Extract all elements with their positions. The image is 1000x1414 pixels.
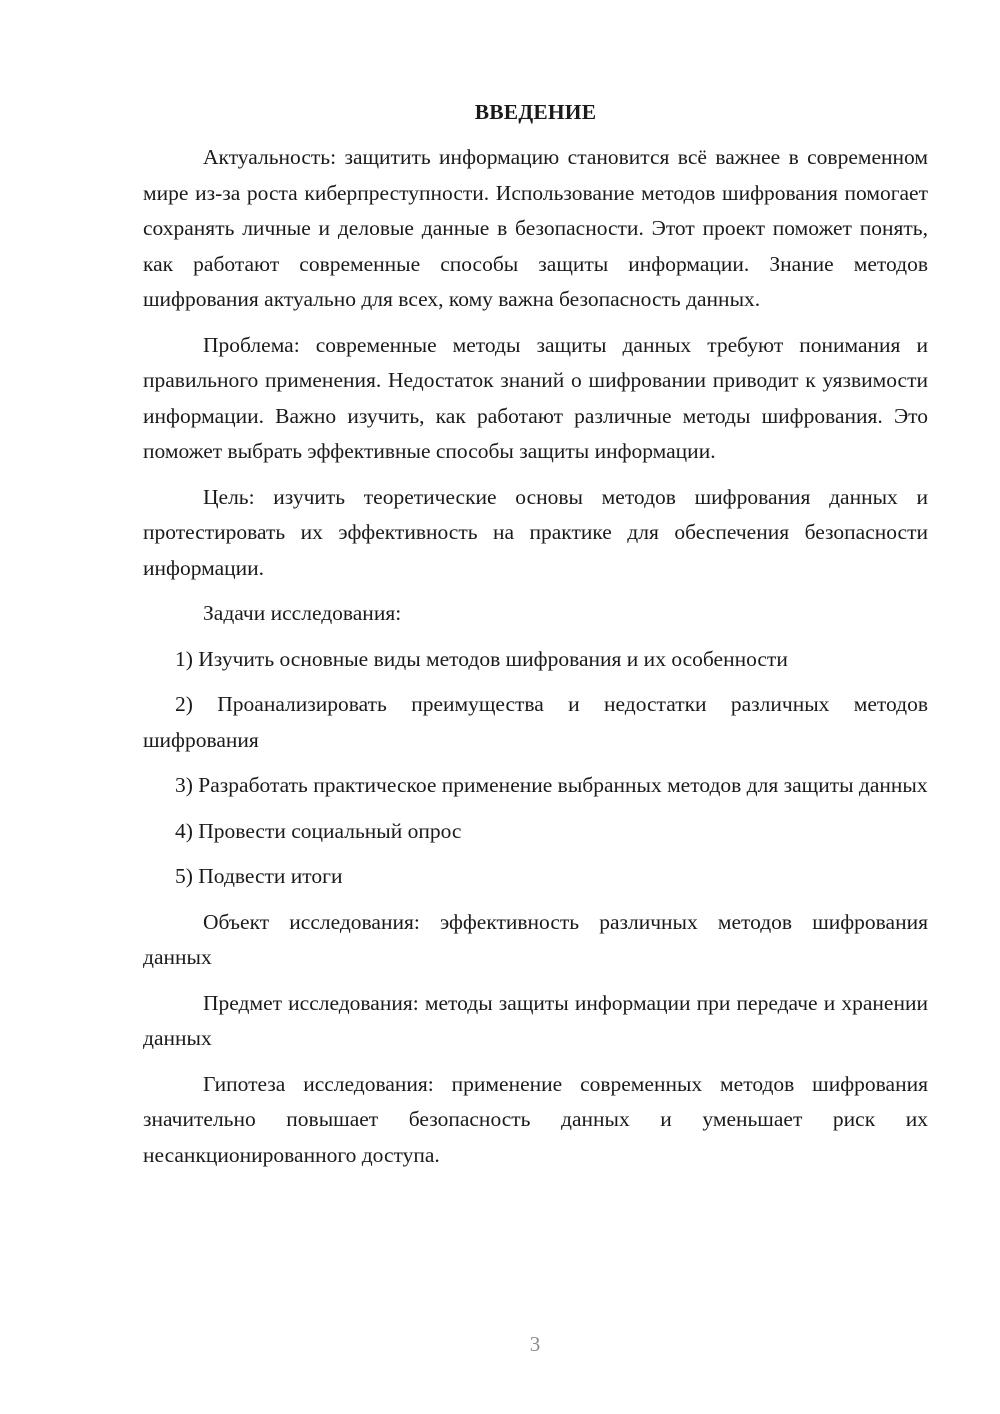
problem-paragraph: Проблема: современные методы защиты данных требуют понимания и правильного применения. Недостаток знаний о шифровании приводит к уязвимости информации. Важно изучить, как работают различные методы шифрования. Это поможет выбрать эффективные способы защиты информации. <box>143 332 928 463</box>
document-page <box>143 96 928 1183</box>
subject-paragraph: Предмет исследования: методы защиты информации при передаче и хранении данных <box>143 990 928 1050</box>
page-title: ВВЕДЕНИЕ <box>474 100 597 124</box>
task-item-3: 3) Разработать практическое применение выбранных методов для защиты данных <box>175 773 928 797</box>
task-item-5: 5) Подвести итоги <box>175 864 343 888</box>
tasks-heading: Задачи исследования: <box>203 601 402 625</box>
task-item-4: 4) Провести социальный опрос <box>175 818 462 843</box>
goal-paragraph: Цель: изучить теоретические основы методов шифрования данных и протестировать их эффективность на практике для обеспечения безопасности информации. <box>143 484 928 580</box>
object-paragraph: Объект исследования: эффективность различных методов шифрования данных <box>143 909 928 969</box>
hypothesis-paragraph: Гипотеза исследования: применение современных методов шифрования значительно повышает безопасность данных и уменьшает риск их несанкционированного доступа. <box>143 1071 928 1167</box>
task-item-1: 1) Изучить основные виды методов шифрования и их особенности <box>175 646 788 671</box>
relevance-paragraph: Актуальность: защитить информацию становится всё важнее в современном мире из-за роста киберпреступности. Использование методов шифрования помогает сохранять личные и деловые данные в безопасности. Этот проект поможет понять, как работают современные способы защиты информации. Знание методов шифрования актуально для всех, кому важна безопасность данных. <box>143 145 928 311</box>
page-number: 3 <box>529 1332 541 1356</box>
task-item-2: 2) Проанализировать преимущества и недостатки различных методов шифрования <box>143 692 928 752</box>
